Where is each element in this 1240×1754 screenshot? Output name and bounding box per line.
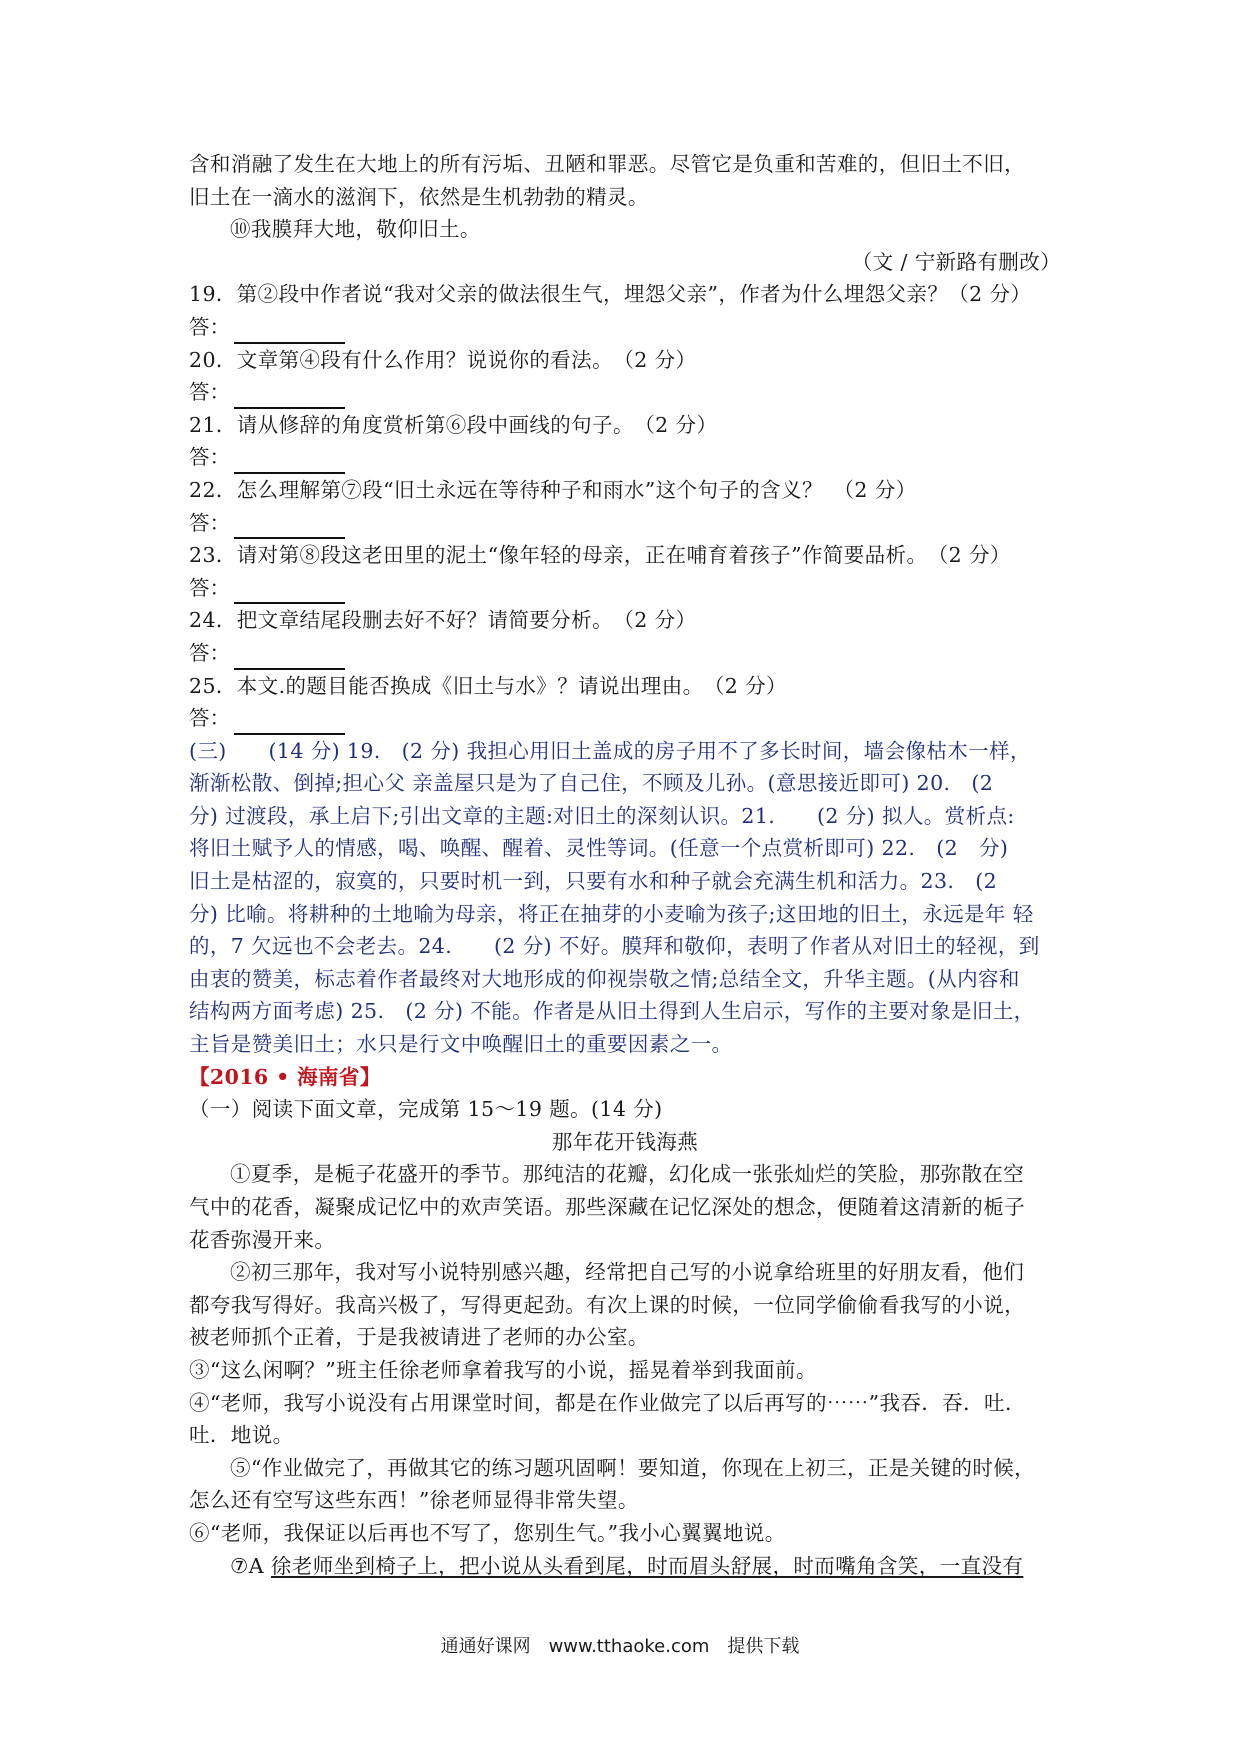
answer-key-line: 分) 比喻。将耕种的土地喻为母亲，将正在抽芽的小麦喻为孩子;这田地的旧土，永远是年 轻: [189, 901, 1034, 926]
answer-key-line: 分) 过渡段，承上启下;引出文章的主题:对旧土的深刻认识。21. (2 分) 拟人。赏析点:: [189, 803, 1015, 828]
question-text: 23．请对第⑧段这老田里的泥土“像年轻的母亲，正在哺育着孩子”作简要品析。 （2 分）: [189, 543, 1011, 568]
answer-field[interactable]: [189, 637, 1061, 670]
question-text: 25．本文.的题目能否换成《旧土与水》？请说出理由。 （2 分）: [189, 673, 787, 698]
underlined-sentence: 徐老师坐到椅子上，把小说从头看到尾，时而眉头舒展，时而嘴角含笑，一直没有: [270, 1553, 1024, 1578]
answer-blank[interactable]: [234, 513, 345, 539]
question-22: [189, 474, 1061, 539]
question-19: [189, 278, 1061, 343]
question-23: [189, 539, 1061, 604]
story-line: ①夏季，是栀子花盛开的季节。那纯洁的花瓣，幻化成一张张灿烂的笑脸，那弥散在空: [230, 1162, 1025, 1187]
story-line: 花香弥漫开来。: [189, 1227, 336, 1252]
source-credit: （文 / 宁新路有删改）: [851, 249, 1061, 274]
article-title: 那年花开钱海燕: [551, 1129, 699, 1154]
story-line: ④“老师，我写小说没有占用课堂时间，都是在作业做完了以后再写的⋯⋯”我吞．吞．吐．: [189, 1390, 1026, 1415]
passage-line: 旧土在一滴水的滋润下，依然是生机勃勃的精灵。: [189, 184, 649, 209]
story-paragraph-2: [189, 1256, 1061, 1354]
page-footer: 通通好课网 www.tthaoke.com 提供下载: [440, 1636, 800, 1657]
answer-field[interactable]: [189, 572, 1061, 605]
answer-label: 答：: [189, 380, 230, 405]
story-paragraph-1: [189, 1158, 1061, 1256]
paragraph-7-marker: ⑦A: [230, 1553, 271, 1578]
passage-line: 含和消融了发生在大地上的所有污垢、丑陋和罪恶。尽管它是负重和苦难的，但旧土不旧，: [189, 152, 1025, 176]
story-line: 怎么还有空写这些东西！”徐老师显得非常失望。: [189, 1488, 639, 1513]
story-line: ②初三那年，我对写小说特别感兴趣，经常把自己写的小说拿给班里的好朋友看，他们: [230, 1260, 1025, 1285]
question-text: 22．怎么理解第⑦段“旧土永远在等待种子和雨水”这个句子的含义？ （2 分）: [189, 477, 917, 502]
question-text: 24．把文章结尾段删去好不好？请简要分析。 （2 分）: [189, 608, 697, 633]
document-page: [189, 148, 1061, 1582]
answer-label: 答：: [189, 314, 230, 339]
answer-key-line: 旧土是枯涩的，寂寞的，只要时机一到，只要有水和种子就会充满生机和活力。23. (2: [189, 869, 998, 894]
question-text: 20．文章第④段有什么作用？说说你的看法。 （2 分）: [189, 347, 697, 372]
story-paragraph-6: ⑥“老师，我保证以后再也不写了，您别生气。”我小心翼翼地说。: [189, 1520, 786, 1545]
answer-label: 答：: [189, 575, 230, 600]
section-instruction: （一）阅读下面文章，完成第 15～19 题。(14 分): [189, 1097, 663, 1122]
story-paragraph-3: ③“这么闲啊？”班主任徐老师拿着我写的小说，摇晃着举到我面前。: [189, 1357, 817, 1382]
story-paragraph-5: [189, 1452, 1061, 1517]
question-21: [189, 409, 1061, 474]
answer-key-line: 的，7 欠远也不会老去。24. (2 分) 不好。膜拜和敬仰，表明了作者从对旧土的轻视，到: [189, 934, 1040, 959]
answer-field[interactable]: [189, 702, 1061, 735]
answer-blank[interactable]: [234, 383, 345, 409]
story-line: 气中的花香，凝聚成记忆中的欢声笑语。那些深藏在记忆深处的想念，便随着这清新的栀子: [189, 1195, 1025, 1219]
question-text: 19．第②段中作者说“我对父亲的做法很生气，埋怨父亲”，作者为什么埋怨父亲？（2 分）: [189, 282, 1032, 307]
story-paragraph-4: [189, 1387, 1061, 1452]
answer-key-line: 将旧土赋予人的情感，喝、唤醒、醒着、灵性等词。(任意一个点赏析即可) 22. (2 分): [189, 836, 1009, 861]
answer-key-line: 渐渐松散、倒掉;担心父 亲盖屋只是为了自己住，不顾及儿孙。(意思接近即可) 20. (2: [189, 771, 994, 796]
paragraph-10: ⑩我膜拜大地，敬仰旧土。: [230, 217, 481, 242]
answer-label: 答：: [189, 706, 230, 731]
story-line: 被老师抓个正着，于是我被请进了老师的办公室。: [189, 1325, 649, 1350]
question-25: [189, 670, 1061, 735]
section-heading: 【2016 • 海南省】: [189, 1064, 381, 1089]
story-paragraph-7: [189, 1550, 1061, 1583]
answer-label: 答：: [189, 640, 230, 665]
answer-blank[interactable]: [234, 709, 345, 735]
answer-key-line: 由衷的赞美，标志着作者最终对大地形成的仰视崇敬之情;总结全文，升华主题。(从内容和: [189, 966, 1020, 991]
story-line: ⑤“作业做完了，再做其它的练习题巩固啊！要知道，你现在上初三，正是关键的时候，: [230, 1455, 1036, 1480]
answer-blank[interactable]: [234, 578, 345, 604]
answer-key-line: (三) (14 分) 19. (2 分) 我担心用旧土盖成的房子用不了多长时间，墙会像枯木一样，: [189, 738, 1031, 763]
answer-field[interactable]: [189, 376, 1061, 409]
question-text: 21．请从修辞的角度赏析第⑥段中画线的句子。 （2 分）: [189, 412, 718, 437]
answer-key: [189, 735, 1061, 1061]
answer-field[interactable]: [189, 441, 1061, 474]
answer-blank[interactable]: [234, 318, 345, 344]
answer-label: 答：: [189, 510, 230, 535]
answer-label: 答：: [189, 445, 230, 470]
answer-field[interactable]: [189, 311, 1061, 344]
answer-key-line: 结构两方面考虑) 25. (2 分) 不能。作者是从旧土得到人生启示，写作的主要对象是旧土，: [189, 999, 1035, 1024]
story-line: 都夸我写得好。我高兴极了，写得更起劲。有次上课的时候，一位同学偷偷看我写的小说，: [189, 1292, 1025, 1317]
answer-field[interactable]: [189, 507, 1061, 540]
answer-blank[interactable]: [234, 448, 345, 474]
question-24: [189, 604, 1061, 669]
answer-key-line: 主旨是赞美旧土；水只是行文中唤醒旧土的重要因素之一。: [189, 1032, 733, 1057]
answer-blank[interactable]: [234, 644, 345, 670]
story-line: 吐．地说。: [189, 1423, 294, 1448]
question-20: [189, 344, 1061, 409]
